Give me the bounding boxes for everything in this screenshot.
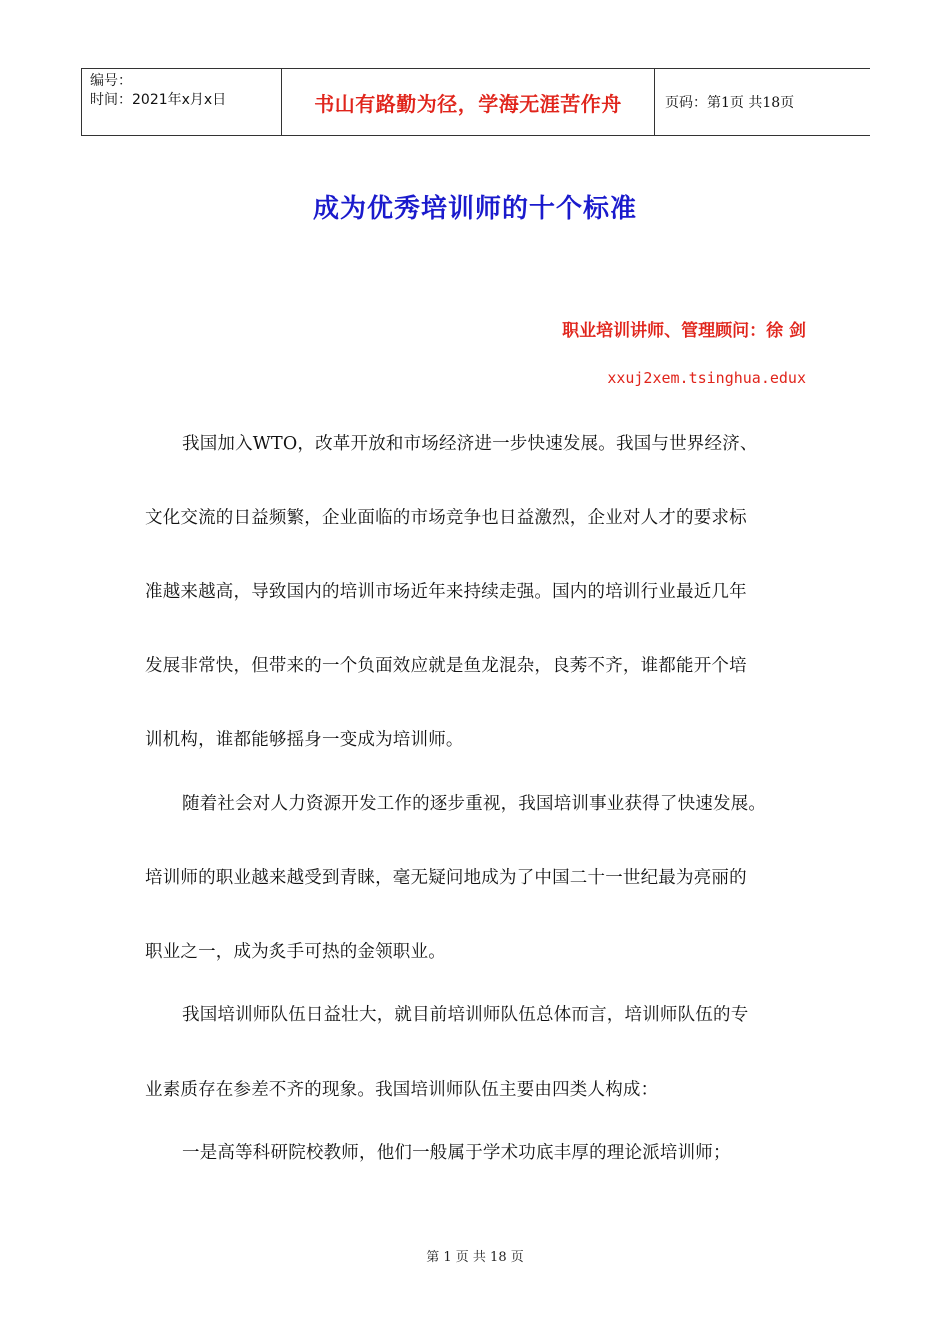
body-line: 职业之一，成为炙手可热的金领职业。 (145, 942, 446, 962)
body-line: 文化交流的日益频繁，企业面临的市场竞争也日益激烈，企业对人才的要求标 (145, 508, 747, 528)
document-email: xxuj2xem.tsinghua.edux (607, 369, 806, 387)
header-page-info: 页码：第1页 共18页 (665, 95, 795, 111)
header-date-label: 时间：2021年x月x日 (90, 92, 227, 108)
page-header (81, 68, 870, 136)
body-line: 业素质存在参差不齐的现象。我国培训师队伍主要由四类人构成： (145, 1080, 659, 1100)
body-line: 发展非常快，但带来的一个负面效应就是鱼龙混杂，良莠不齐，谁都能开个培 (145, 656, 747, 676)
document-title: 成为优秀培训师的十个标准 (312, 194, 637, 224)
body-line: 培训师的职业越来越受到青睐，毫无疑问地成为了中国二十一世纪最为亮丽的 (145, 868, 747, 888)
header-motto: 书山有路勤为径，学海无涯苦作舟 (282, 69, 655, 135)
header-number-label: 编号： (90, 73, 132, 89)
body-line: 训机构，谁都能够摇身一变成为培训师。 (145, 730, 464, 750)
page-footer: 第 1 页 共 18 页 (426, 1250, 524, 1265)
header-meta-cell (81, 69, 282, 135)
body-line: 我国加入WTO，改革开放和市场经济进一步快速发展。我国与世界经济、 (182, 434, 758, 454)
body-line: 随着社会对人力资源开发工作的逐步重视，我国培训事业获得了快速发展。 (182, 794, 767, 814)
body-line: 我国培训师队伍日益壮大，就目前培训师队伍总体而言，培训师队伍的专 (182, 1005, 749, 1025)
body-line: 一是高等科研院校教师，他们一般属于学术功底丰厚的理论派培训师； (182, 1143, 731, 1163)
document-author: 职业培训讲师、管理顾问：徐 剑 (562, 321, 806, 341)
body-line: 准越来越高，导致国内的培训市场近年来持续走强。国内的培训行业最近几年 (145, 582, 747, 602)
